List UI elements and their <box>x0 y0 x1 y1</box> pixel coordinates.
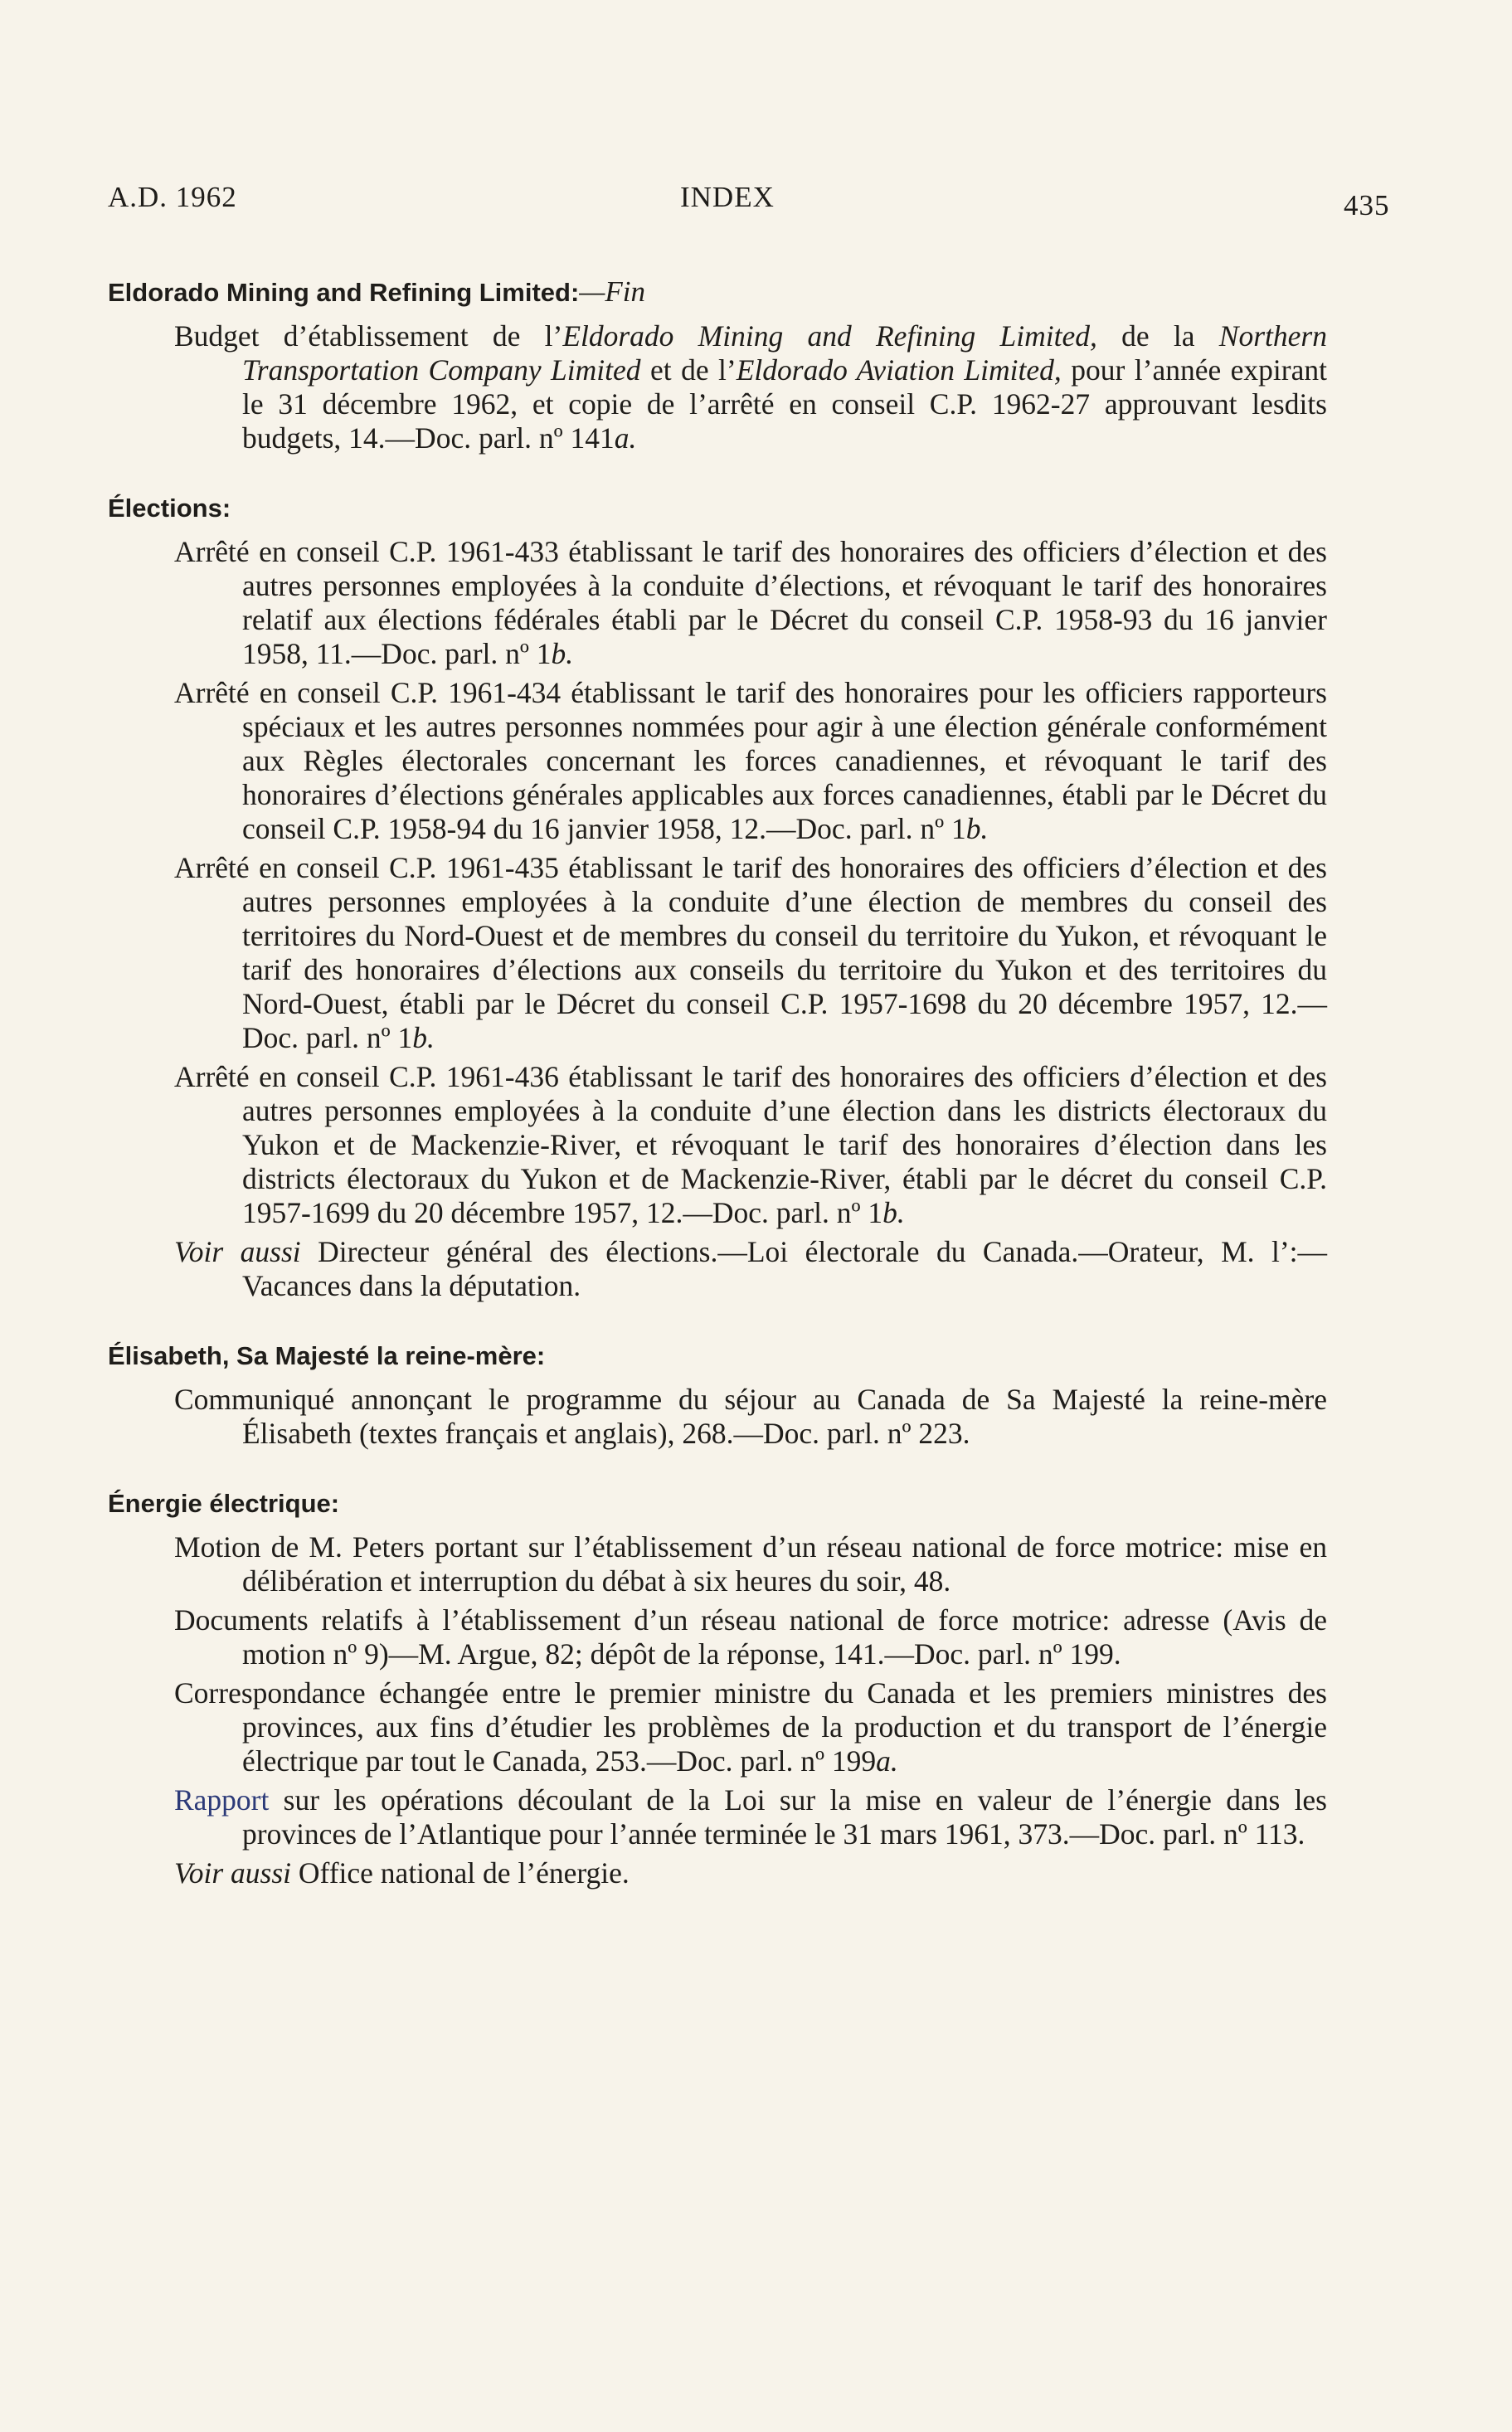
index-entry: Motion de M. Peters portant sur l’établissement d’un réseau national de force motrice: mise en délibération et interruption du débat à six heures du soir, 48. <box>174 1530 1327 1598</box>
index-entry: Documents relatifs à l’établissement d’un réseau national de force motrice: adresse (Avis de motion nº 9)—M. Argue, 82; dépôt de la réponse, 141.—Doc. parl. nº 199. <box>174 1603 1327 1671</box>
section-eldorado <box>108 274 1327 455</box>
section-elisabeth <box>108 1338 1327 1451</box>
header-title: INDEX <box>680 181 775 213</box>
page-number: 435 <box>1344 189 1390 221</box>
see-also-entry: Voir aussi Office national de l’énergie. <box>174 1856 630 1890</box>
section-energie <box>108 1486 1327 1890</box>
index-entry: Arrêté en conseil C.P. 1961-434 établissant le tarif des honoraires pour les officiers rapporteurs spéciaux et les autres personnes nommées pour agir à une élection générale conformément aux Règles électorales concernant les forces canadiennes, et révoquant le tarif des honoraires d’élections générales applicables aux forces canadiennes, établi par le Décret du conseil C.P. 1958-94 du 16 janvier 1958, 12.—Doc. parl. nº 1b. <box>174 676 1327 845</box>
index-entry: Arrêté en conseil C.P. 1961-433 établissant le tarif des honoraires des officiers d’élection et des autres personnes employées à la conduite d’élections, et révoquant le tarif des honoraires relatif aux élections fédérales établi par le Décret du conseil C.P. 1958-93 du 16 janvier 1958, 11.—Doc. parl. nº 1b. <box>174 535 1327 670</box>
section-heading: Élisabeth, Sa Majesté la reine-mère: <box>108 1341 546 1370</box>
index-entry: Correspondance échangée entre le premier ministre du Canada et les premiers ministres des provinces, aux fins d’étudier les problèmes de la production et du transport de l’énergie électrique par tout le Canada, 253.—Doc. parl. nº 199a. <box>174 1676 1327 1778</box>
index-entry: Rapport sur les opérations découlant de la Loi sur la mise en valeur de l’énergie dans les provinces de l’Atlantique pour l’année terminée le 31 mars 1961, 373.—Doc. parl. nº 113. <box>174 1783 1327 1851</box>
section-heading: Énergie électrique: <box>108 1489 340 1518</box>
running-header <box>108 181 1390 222</box>
header-year: A.D. 1962 <box>108 181 237 213</box>
see-also-entry: Voir aussi Directeur général des élections.—Loi électorale du Canada.—Orateur, M. l’:—Vacances dans la députation. <box>174 1235 1328 1302</box>
index-entry: Arrêté en conseil C.P. 1961-435 établissant le tarif des honoraires des officiers d’élection et des autres personnes employées à la conduite d’une élection de membres du conseil des territoires du Nord-Ouest et de membres du conseil du territoire du Yukon, et révoquant le tarif des honoraires d’élections aux conseils du territoire du Yukon et des territoires du Nord-Ouest, établi par le Décret du conseil C.P. 1957-1698 du 20 décembre 1957, 12.—Doc. parl. nº 1b. <box>174 851 1327 1054</box>
index-entry: Budget d’établissement de l’Eldorado Mining and Refining Limited, de la Northern Transportation Company Limited et de l’Eldorado Aviation Limited, pour l’année expirant le 31 décembre 1962, et copie de l’arrêté en conseil C.P. 1962-27 approuvant lesdits budgets, 14.—Doc. parl. nº 141a. <box>174 319 1327 455</box>
section-heading: Eldorado Mining and Refining Limited:—Fin <box>108 275 646 308</box>
section-heading: Élections: <box>108 494 231 523</box>
index-entry: Arrêté en conseil C.P. 1961-436 établissant le tarif des honoraires des officiers d’élection et des autres personnes employées à la conduite d’une élection dans les districts électoraux du Yukon et de Mackenzie-River, et révoquant le tarif des honoraires d’élection dans les districts électoraux du Yukon et de Mackenzie-River, établi par le décret du conseil C.P. 1957-1699 du 20 décembre 1957, 12.—Doc. parl. nº 1b. <box>174 1060 1327 1229</box>
index-entry: Communiqué annonçant le programme du séjour au Canada de Sa Majesté la reine-mère Élisabeth (textes français et anglais), 268.—Doc. parl. nº 223. <box>174 1383 1327 1450</box>
section-elections <box>108 490 1327 1303</box>
index-content <box>108 274 1327 1925</box>
